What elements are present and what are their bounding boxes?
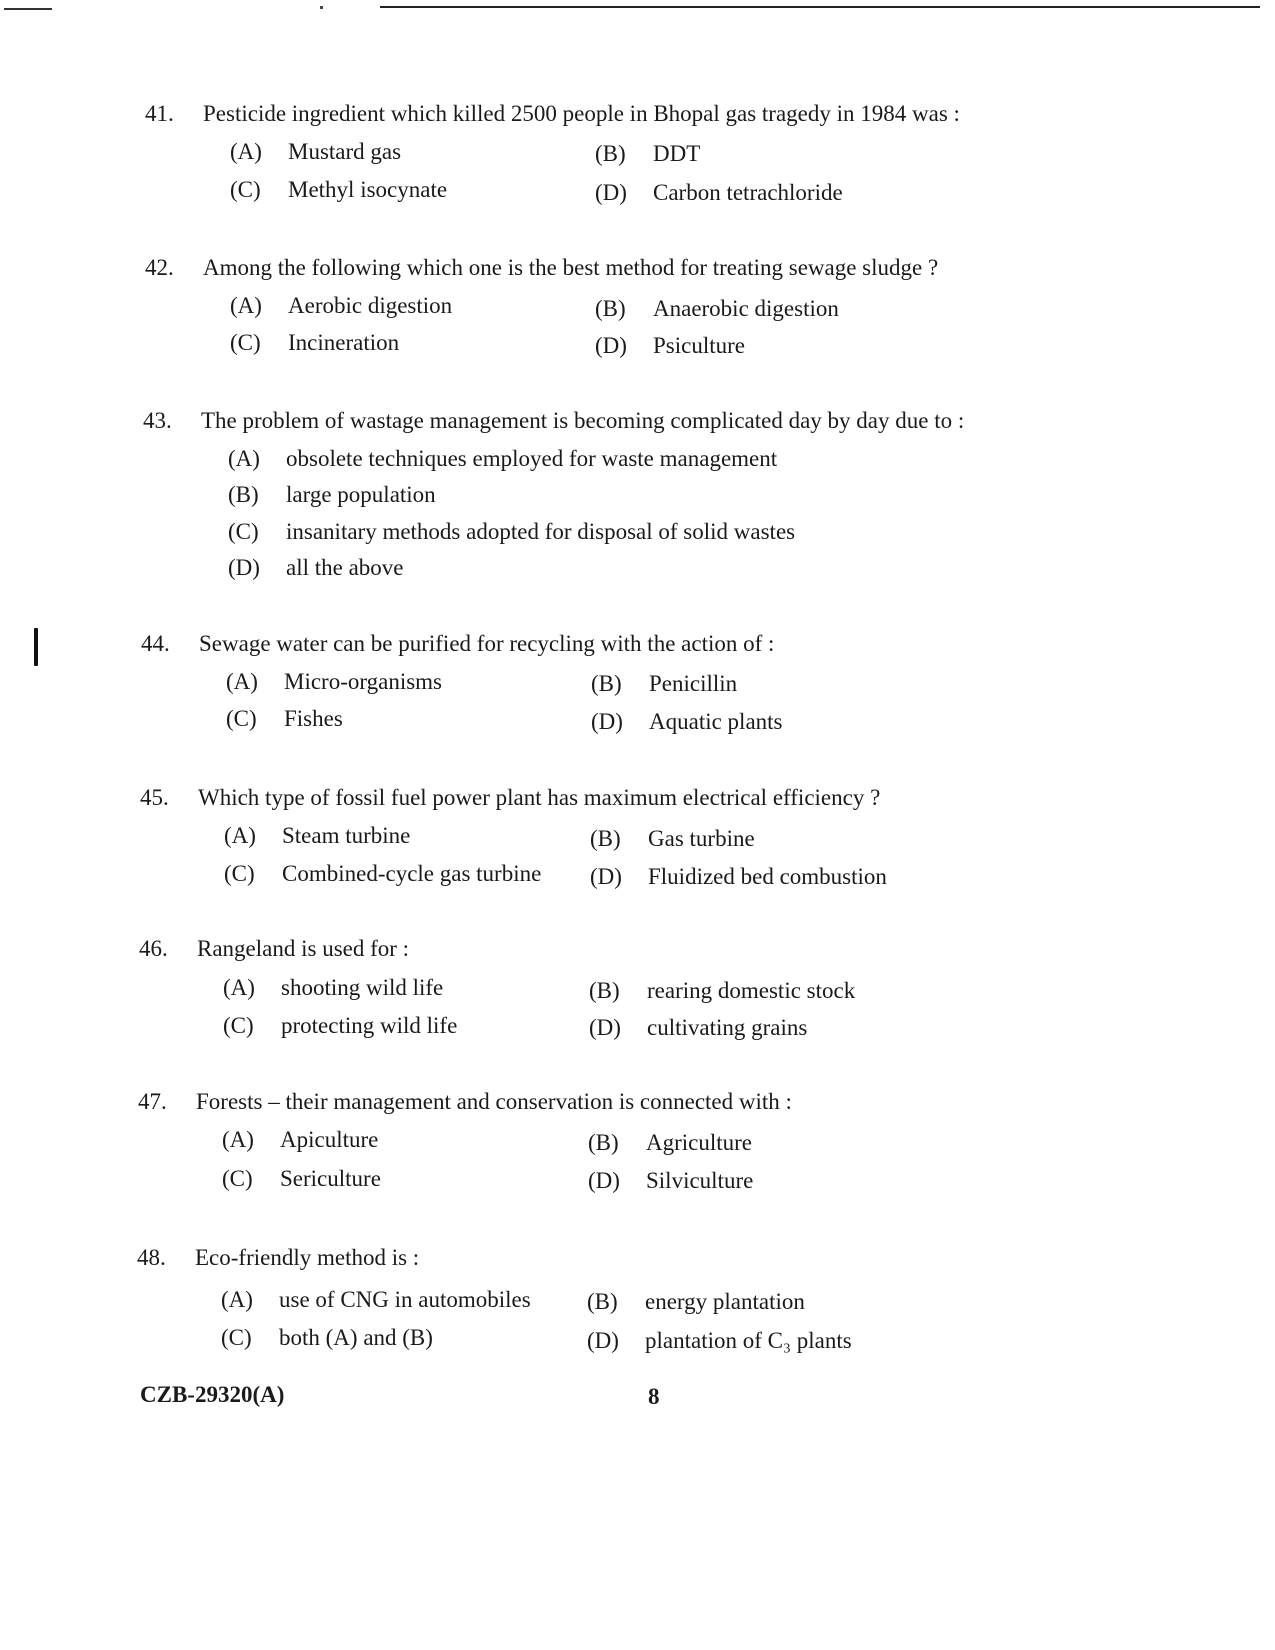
- option-label: (D): [588, 1168, 620, 1193]
- question-number: 48.: [137, 1245, 166, 1270]
- option-text: use of CNG in automobiles: [279, 1287, 531, 1312]
- option-label: (A): [224, 823, 256, 848]
- question-number: 47.: [138, 1089, 167, 1114]
- option-label: (D): [590, 864, 622, 889]
- question-text: The problem of wastage management is becoming complicated day by day due to :: [201, 408, 965, 433]
- question-text: Among the following which one is the best method for treating sewage sludge ?: [203, 255, 939, 280]
- option-label: (B): [595, 141, 626, 166]
- option-text: Aquatic plants: [649, 709, 783, 734]
- option-label: (C): [228, 519, 259, 544]
- option-text: Sericulture: [280, 1166, 381, 1191]
- option-text: all the above: [286, 555, 404, 580]
- option-text: Aerobic digestion: [288, 293, 453, 318]
- question-text: Eco-friendly method is :: [195, 1245, 420, 1270]
- question-45: [140, 785, 1160, 889]
- option-text: DDT: [653, 141, 701, 166]
- question-text: Forests – their management and conservation is connected with :: [196, 1089, 792, 1114]
- question-48: [137, 1245, 1157, 1353]
- option-label: (A): [230, 293, 262, 318]
- option-label: (D): [587, 1328, 619, 1353]
- option-label: (D): [595, 180, 627, 205]
- question-text: Rangeland is used for :: [197, 936, 410, 961]
- option-label: (C): [222, 1166, 253, 1191]
- option-label: (B): [591, 671, 622, 696]
- option-label: (C): [223, 1013, 254, 1038]
- option-text: Agriculture: [646, 1130, 753, 1155]
- option-label: (A): [226, 669, 258, 694]
- option-text: Fishes: [284, 706, 343, 731]
- question-number: 43.: [143, 408, 172, 433]
- question-number: 45.: [140, 785, 169, 810]
- option-text: obsolete techniques employed for waste management: [286, 446, 778, 471]
- option-text: Psiculture: [653, 333, 745, 358]
- option-text: Micro-organisms: [284, 669, 443, 694]
- option-label: (C): [224, 861, 255, 886]
- option-label: (A): [228, 446, 260, 471]
- option-label: (A): [230, 139, 262, 164]
- top-rule-left: [4, 8, 52, 10]
- option-text: large population: [286, 482, 436, 507]
- question-text: Which type of fossil fuel power plant has maximum electrical efficiency ?: [198, 785, 881, 810]
- option-text: Mustard gas: [288, 139, 402, 164]
- option-text: Gas turbine: [648, 826, 755, 851]
- option-label: (D): [228, 555, 260, 580]
- option-text: Anaerobic digestion: [653, 296, 839, 321]
- question-47: [138, 1089, 1158, 1193]
- option-text: Steam turbine: [282, 823, 411, 848]
- option-label: (C): [221, 1325, 252, 1350]
- option-text: Silviculture: [646, 1168, 754, 1193]
- option-label: (B): [589, 978, 620, 1003]
- option-label: (B): [588, 1130, 619, 1155]
- question-43: [143, 408, 1163, 580]
- option-text: Combined-cycle gas turbine: [282, 861, 542, 886]
- option-label: (A): [221, 1287, 253, 1312]
- option-text: Penicillin: [649, 671, 738, 696]
- option-label: (D): [595, 333, 627, 358]
- option-label: (D): [589, 1015, 621, 1040]
- option-text: Apiculture: [280, 1127, 379, 1152]
- question-text: Sewage water can be purified for recycling with the action of :: [199, 631, 775, 656]
- option-text: shooting wild life: [281, 975, 444, 1000]
- option-text: Methyl isocynate: [288, 177, 448, 202]
- option-text: protecting wild life: [281, 1013, 458, 1038]
- option-label: (A): [223, 975, 255, 1000]
- margin-mark: [34, 628, 38, 666]
- question-number: 46.: [139, 936, 168, 961]
- option-label: (C): [230, 177, 261, 202]
- option-text: Carbon tetrachloride: [653, 180, 843, 205]
- option-text: rearing domestic stock: [647, 978, 856, 1003]
- top-dot: [320, 6, 323, 9]
- option-label: (B): [595, 296, 626, 321]
- option-text: energy plantation: [645, 1289, 805, 1314]
- question-44: [141, 631, 1161, 734]
- question-number: 42.: [145, 255, 174, 280]
- option-label: (B): [587, 1289, 618, 1314]
- question-number: 44.: [141, 631, 170, 656]
- option-label: (D): [591, 709, 623, 734]
- option-label: (B): [228, 482, 259, 507]
- option-text: cultivating grains: [647, 1015, 808, 1040]
- option-label: (A): [222, 1127, 254, 1152]
- option-text: insanitary methods adopted for disposal of solid wastes: [286, 519, 796, 544]
- top-rule-right: [380, 6, 1260, 8]
- question-42: [145, 255, 1165, 358]
- option-text: both (A) and (B): [279, 1325, 433, 1350]
- option-label: (B): [590, 826, 621, 851]
- page-number: 8: [648, 1384, 660, 1409]
- option-text: plantation of C₃ plants: [645, 1328, 852, 1353]
- option-text: Incineration: [288, 330, 400, 355]
- question-41: [145, 101, 1165, 205]
- option-label: (C): [230, 330, 261, 355]
- paper-code: CZB-29320(A): [140, 1382, 285, 1407]
- question-46: [139, 936, 1159, 1040]
- option-text: Fluidized bed combustion: [648, 864, 887, 889]
- option-label: (C): [226, 706, 257, 731]
- question-text: Pesticide ingredient which killed 2500 people in Bhopal gas tragedy in 1984 was :: [203, 101, 960, 126]
- question-number: 41.: [145, 101, 174, 126]
